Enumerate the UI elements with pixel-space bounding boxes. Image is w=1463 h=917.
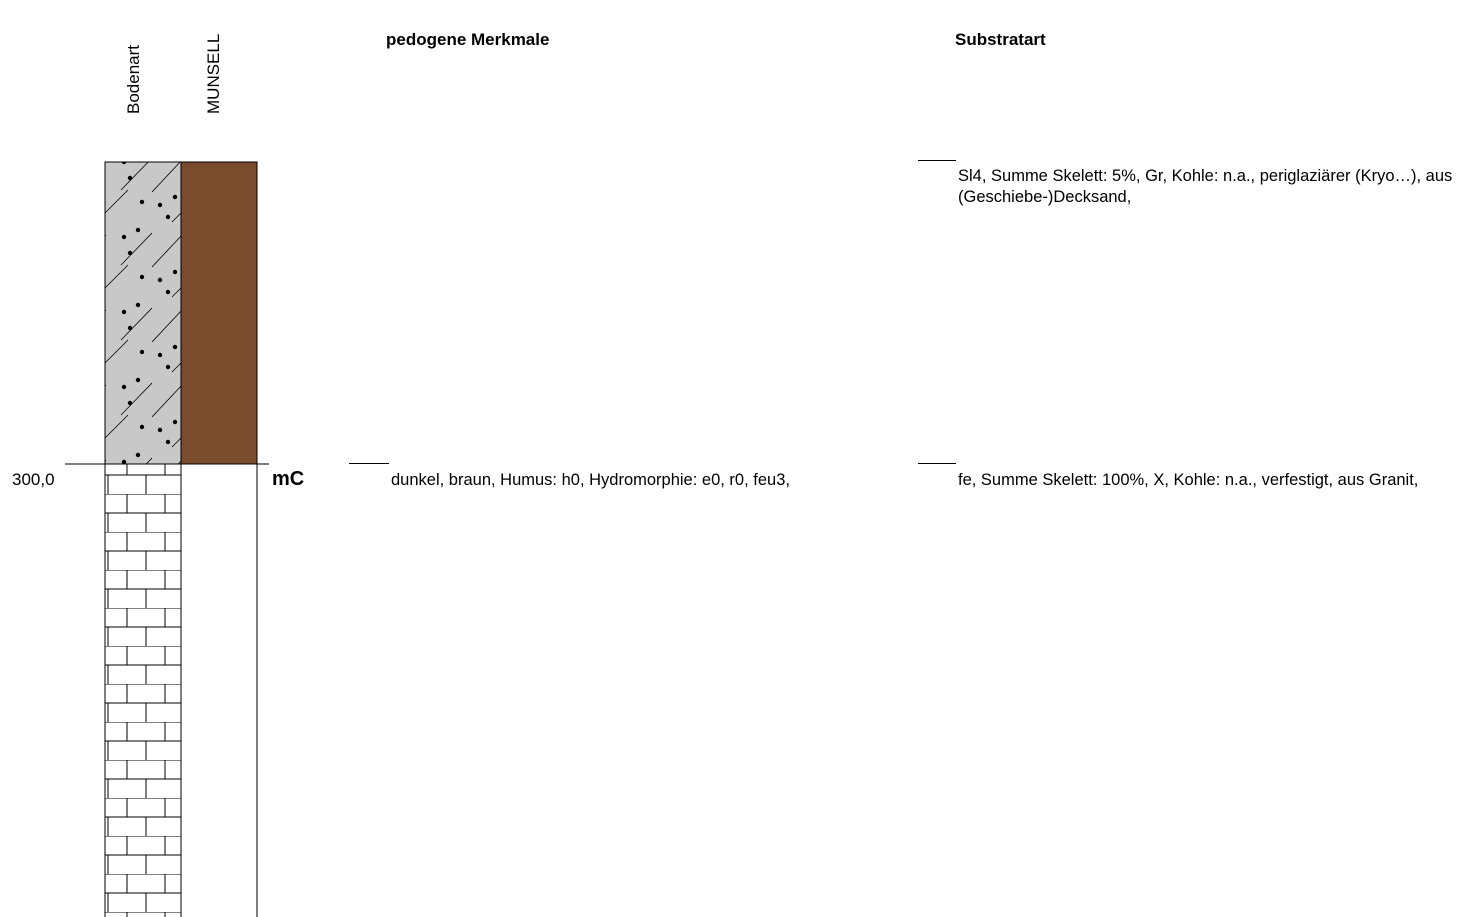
layer2-substrat-tick: [918, 463, 956, 464]
layer1-substrat-tick: [918, 160, 956, 161]
layer1-bodenart-fill: [105, 162, 181, 464]
layer2-horizon-name: mC: [272, 468, 305, 490]
layer2-pedogene: dunkel, braun, Humus: h0, Hydromorphie: e0, r0, feu3,: [391, 471, 790, 489]
layer2-bodenart-fill: [105, 464, 181, 917]
layer2-pedogene-tick: [349, 463, 389, 464]
column-header-substratart: Substratart: [955, 30, 1046, 49]
layer1-substratart: Sl4, Summe Skelett: 5%, Gr, Kohle: n.a., periglaziärer (Kryo…), aus (Geschiebe-)Decksand,: [958, 167, 1453, 206]
layer2-substratart: fe, Summe Skelett: 100%, X, Kohle: n.a., verfestigt, aus Granit,: [958, 471, 1419, 489]
column-header-bodenart: Bodenart: [124, 45, 143, 114]
layer1-munsell-color: [181, 162, 257, 464]
layer2-depth-label: 300,0: [12, 470, 55, 489]
column-header-munsell: MUNSELL: [204, 33, 223, 114]
layer2-munsell-color: [181, 464, 257, 917]
column-header-pedogene: pedogene Merkmale: [386, 30, 550, 49]
